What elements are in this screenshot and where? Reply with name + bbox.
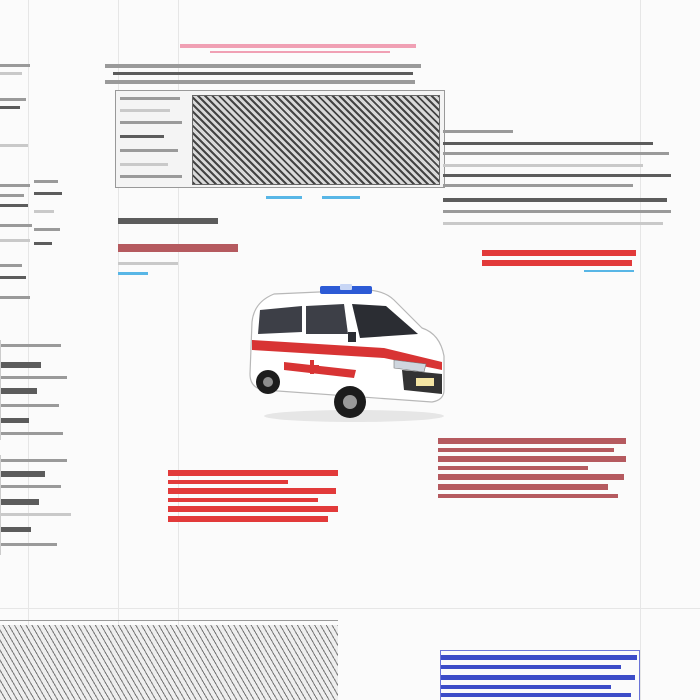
red-text-block <box>168 468 340 526</box>
top-panel-text <box>120 95 186 183</box>
caption-tag <box>322 194 362 202</box>
top-panel-image <box>192 95 440 185</box>
right-text-block <box>443 130 673 230</box>
grid-line <box>640 0 641 700</box>
left-text-strip <box>0 64 32 314</box>
bottom-left-texture <box>0 625 338 700</box>
top-header <box>180 42 420 56</box>
blue-text-block <box>440 650 640 700</box>
left-table <box>0 455 73 555</box>
caption-tag <box>266 194 304 202</box>
ambulance-icon <box>244 278 448 424</box>
left-table <box>0 340 71 440</box>
top-banner-text <box>105 62 423 88</box>
bottom-left-image <box>0 620 338 700</box>
mid-left-caption <box>118 216 248 278</box>
grid-line <box>0 608 700 609</box>
right-red-heading <box>482 246 638 276</box>
left-text-strip <box>34 180 64 280</box>
top-panel <box>115 90 445 188</box>
maroon-text-block <box>438 436 628 500</box>
